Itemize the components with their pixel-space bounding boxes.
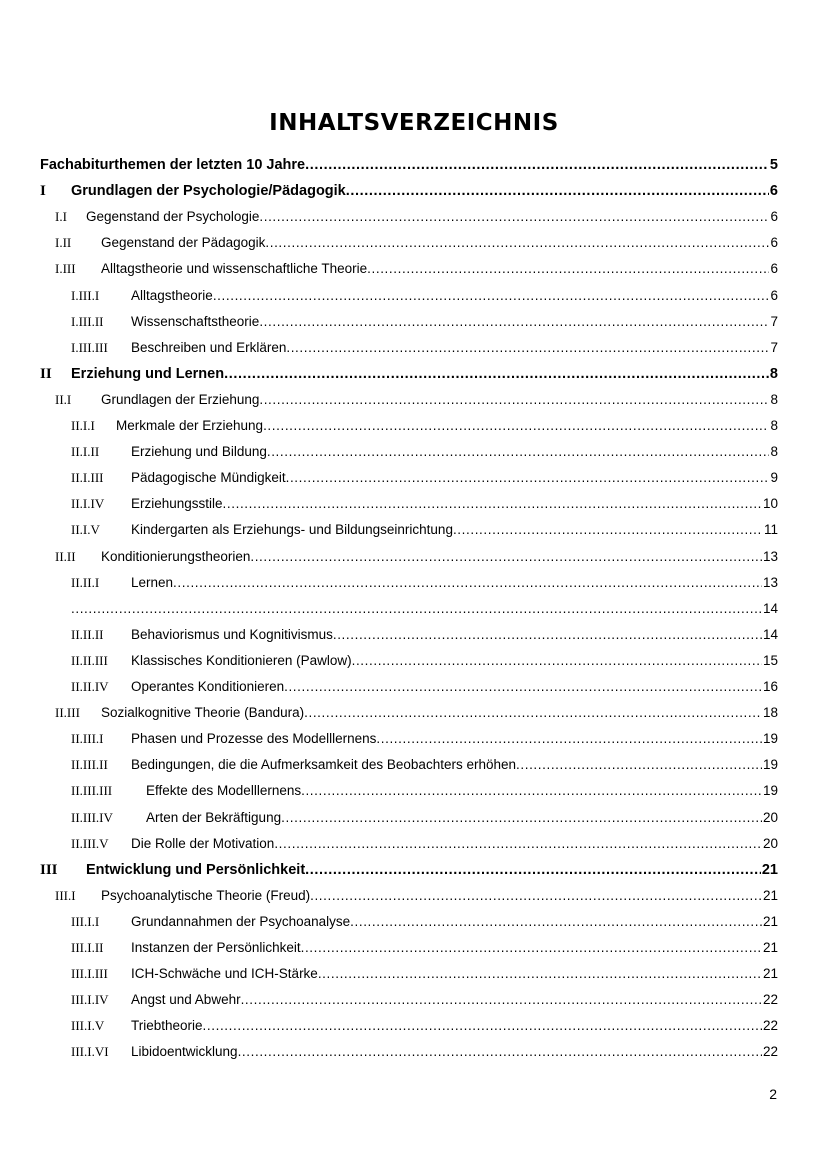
toc-entry-page-number: 11 [763, 522, 778, 538]
dot-leader [241, 989, 762, 1011]
page-title: INHALTSVERZEICHNIS [269, 110, 559, 136]
dot-leader [173, 572, 762, 594]
toc-entry-label: Klassisches Konditionieren (Pawlow) [131, 652, 352, 668]
toc-entry-number: II.III.III [71, 783, 113, 799]
toc-entry[interactable] [71, 1041, 778, 1063]
toc-entry-number: III.I.VI [71, 1044, 109, 1060]
toc-entry[interactable] [71, 780, 778, 802]
toc-entry[interactable] [71, 311, 778, 333]
toc-entry-number: III.I.I [71, 913, 100, 929]
dot-leader [265, 232, 769, 254]
toc-entry-page-number: 15 [762, 652, 778, 668]
dot-leader [259, 389, 769, 411]
toc-entry[interactable] [40, 154, 778, 176]
toc-entry[interactable] [71, 572, 778, 594]
toc-entry[interactable] [55, 206, 778, 228]
toc-entry-number: II.III.V [71, 835, 109, 851]
dot-leader [286, 467, 770, 489]
dot-leader [223, 493, 762, 515]
toc-entry-label: Angst und Abwehr [131, 992, 241, 1008]
toc-entry-page-number: 19 [762, 757, 778, 773]
toc-entry-label: Grundannahmen der Psychoanalyse [131, 913, 351, 929]
toc-entry-number: II.I.IV [71, 496, 105, 512]
toc-entry[interactable] [40, 859, 778, 881]
toc-entry-page-number: 14 [762, 600, 778, 616]
toc-entry-page-number: 6 [769, 183, 778, 200]
toc-entry[interactable] [71, 467, 778, 489]
toc-entry-number: III.I.II [71, 940, 104, 955]
dot-leader [318, 963, 762, 985]
toc-entry-page-number: 6 [770, 261, 778, 277]
dot-leader [71, 598, 762, 620]
toc-entry[interactable] [71, 624, 778, 646]
toc-entry[interactable] [40, 180, 778, 202]
toc-entry-page-number: 10 [762, 496, 778, 512]
toc-entry-page-number: 21 [762, 887, 778, 903]
toc-entry[interactable] [55, 232, 778, 254]
toc-entry-label: Entwicklung und Persönlichkeit [86, 861, 306, 878]
dot-leader [259, 206, 769, 228]
toc-entry-number: I.I [55, 209, 67, 225]
toc-entry[interactable] [71, 989, 778, 1011]
toc-entry-number: II.II.I [71, 574, 100, 590]
toc-entry-page-number: 22 [762, 1044, 778, 1060]
toc-entry-label: Bedingungen, die die Aufmerksamkeit des Beobachters erhöhen [131, 757, 517, 773]
toc-entry-page-number: 22 [762, 992, 778, 1008]
dot-leader [516, 754, 762, 776]
toc-entry-number: II.I.II [71, 444, 100, 460]
toc-entry-label: Fachabiturthemen der letzten 10 Jahre [40, 157, 306, 173]
toc-entry-number: II.III.I [71, 731, 104, 747]
toc-entry-number: II.III.IV [71, 809, 113, 825]
dot-leader [250, 546, 762, 568]
dot-leader [284, 676, 762, 698]
toc-entry-number: II.I.I [71, 418, 95, 433]
toc-entry[interactable] [71, 676, 778, 698]
toc-entry[interactable] [71, 441, 778, 463]
toc-entry-label: Pädagogische Mündigkeit [131, 470, 286, 486]
toc-entry-number: III [40, 861, 58, 878]
dot-leader [203, 1015, 762, 1037]
toc-entry[interactable] [71, 937, 778, 959]
toc-entry-label: Behaviorismus und Kognitivismus [131, 626, 333, 642]
toc-entry-label: Gegenstand der Psychologie [86, 209, 260, 225]
toc-entry-label: ICH-Schwäche und ICH-Stärke [131, 966, 318, 982]
toc-entry-label: Erziehung und Bildung [131, 444, 267, 460]
toc-entry-number: III.I [55, 887, 76, 903]
toc-entry[interactable] [71, 493, 778, 515]
dot-leader [305, 154, 769, 176]
toc-entry-page-number: 19 [762, 783, 778, 799]
dot-leader [213, 285, 770, 307]
dot-leader [453, 519, 763, 541]
toc-entry-page-number: 18 [762, 705, 778, 721]
toc-entry-label: Beschreiben und Erklären [131, 339, 287, 355]
toc-entry-label: Libidoentwicklung [131, 1044, 238, 1060]
toc-entry[interactable] [71, 415, 778, 437]
toc-entry-label: Psychoanalytische Theorie (Freud) [101, 887, 311, 903]
toc-entry-page-number: 7 [770, 313, 778, 329]
toc-entry-page-number: 5 [769, 157, 778, 173]
dot-leader [263, 415, 769, 437]
dot-leader [267, 441, 770, 463]
toc-entry[interactable] [71, 807, 778, 829]
dot-leader [346, 180, 769, 202]
toc-entry-label: Kindergarten als Erziehungs- und Bildungseinrichtung [131, 522, 453, 538]
toc-entry[interactable] [71, 1015, 778, 1037]
toc-entry-label: Effekte des Modelllernens [146, 783, 302, 799]
dot-leader [286, 337, 769, 359]
toc-entry-number: I.III.III [71, 339, 108, 355]
dot-leader [304, 702, 762, 724]
toc-entry-label: Merkmale der Erziehung [116, 418, 264, 433]
toc-entry-number: II.I.V [71, 522, 100, 538]
toc-entry[interactable] [71, 519, 778, 541]
toc-entry-page-number: 21 [761, 861, 778, 878]
toc-entry-number: II.III.II [71, 757, 108, 773]
toc-entry-page-number: 8 [769, 365, 778, 382]
dot-leader [305, 859, 761, 881]
toc-entry-page-number: 13 [762, 548, 778, 564]
toc-entry-page-number: 6 [770, 209, 778, 225]
toc-entry-page-number: 13 [762, 574, 778, 590]
dot-leader [274, 833, 762, 855]
toc-entry-page-number: 21 [762, 913, 778, 929]
toc-entry-number: II.I [55, 391, 72, 407]
toc-entry-label: Konditionierungstheorien [101, 548, 251, 564]
dot-leader [281, 807, 762, 829]
dot-leader [333, 624, 762, 646]
toc-entry[interactable] [55, 546, 778, 568]
toc-entry[interactable] [55, 389, 778, 411]
toc-entry[interactable] [71, 285, 778, 307]
toc-entry-page-number: 22 [762, 1018, 778, 1034]
toc-entry-number: III.I.IV [71, 992, 109, 1008]
toc-entry-number: II.II.II [71, 626, 104, 642]
toc-entry-number: II.II.IV [71, 679, 109, 694]
toc-entry-number: III.I.III [71, 966, 108, 982]
toc-entry-page-number: 14 [762, 626, 778, 642]
toc-entry[interactable] [71, 598, 778, 620]
toc-entry[interactable] [55, 702, 778, 724]
toc-entry-page-number: 8 [770, 418, 778, 433]
toc-entry-page-number: 20 [762, 835, 778, 851]
dot-leader [238, 1041, 762, 1063]
dot-leader [367, 258, 769, 280]
toc-entry-number: II.III [55, 705, 80, 721]
toc-entry-label: Lernen [131, 574, 174, 590]
toc-entry-label: Alltagstheorie und wissenschaftliche Theorie [101, 261, 368, 277]
toc-entry-number: II.II [55, 548, 76, 564]
toc-entry[interactable] [71, 833, 778, 855]
toc-entry-number: I.III [55, 261, 76, 277]
toc-entry-label: Erziehung und Lernen [71, 365, 225, 382]
toc-entry[interactable] [40, 363, 778, 385]
toc-entry-label: Operantes Konditionieren [131, 679, 285, 694]
toc-entry-page-number: 6 [770, 235, 778, 251]
toc-entry[interactable] [71, 754, 778, 776]
toc-entry-label: Grundlagen der Psychologie/Pädagogik [71, 183, 346, 200]
toc-entry-label: Die Rolle der Motivation [131, 835, 275, 851]
toc-entry-number: II.II.III [71, 652, 108, 668]
toc-entry-label: Sozialkognitive Theorie (Bandura) [101, 705, 305, 721]
toc-entry-label: Instanzen der Persönlichkeit [131, 940, 301, 955]
toc-entry[interactable] [71, 911, 778, 933]
toc-entry-page-number: 8 [770, 391, 778, 407]
toc-entry-page-number: 19 [762, 731, 778, 747]
toc-entry-page-number: 21 [762, 940, 778, 955]
toc-entry-page-number: 6 [770, 287, 778, 303]
toc-entry-label: Alltagstheorie [131, 287, 213, 303]
toc-entry-number: III.I.V [71, 1018, 105, 1034]
toc-entry-number: I.III.I [71, 287, 100, 303]
toc-entry-label: Grundlagen der Erziehung [101, 391, 260, 407]
toc-entry-label: Phasen und Prozesse des Modelllernens [131, 731, 377, 747]
toc-entry-page-number: 21 [762, 966, 778, 982]
toc-entry[interactable] [71, 963, 778, 985]
dot-leader [376, 728, 762, 750]
toc-entry-page-number: 8 [770, 444, 778, 460]
dot-leader [301, 780, 762, 802]
toc-entry-number: II.I.III [71, 470, 104, 486]
toc-entry[interactable] [71, 650, 778, 672]
dot-leader [352, 650, 762, 672]
toc-entry-page-number: 20 [762, 809, 778, 825]
toc-entry[interactable] [71, 337, 778, 359]
toc-entry-page-number: 7 [770, 339, 778, 355]
toc-entry[interactable] [55, 885, 778, 907]
toc-entry-page-number: 9 [770, 470, 778, 486]
toc-entry-page-number: 16 [762, 679, 778, 694]
dot-leader [259, 311, 769, 333]
toc-entry[interactable] [71, 728, 778, 750]
toc-entry-label: Triebtheorie [131, 1018, 203, 1034]
toc-entry-number: II [40, 365, 52, 382]
toc-entry-number: I [40, 183, 46, 200]
toc-entry-number: I.II [55, 235, 72, 251]
toc-entry-label: Erziehungsstile [131, 496, 223, 512]
dot-leader [224, 363, 769, 385]
toc-entry[interactable] [55, 258, 778, 280]
dot-leader [350, 911, 762, 933]
footer-page-number: 2 [769, 1086, 777, 1102]
toc-entry-label: Arten der Bekräftigung [146, 809, 282, 825]
toc-entry-label: Gegenstand der Pädagogik [101, 235, 266, 251]
dot-leader [301, 937, 762, 959]
toc-entry-label: Wissenschaftstheorie [131, 313, 260, 329]
toc-entry-number: I.III.II [71, 313, 104, 329]
dot-leader [310, 885, 762, 907]
